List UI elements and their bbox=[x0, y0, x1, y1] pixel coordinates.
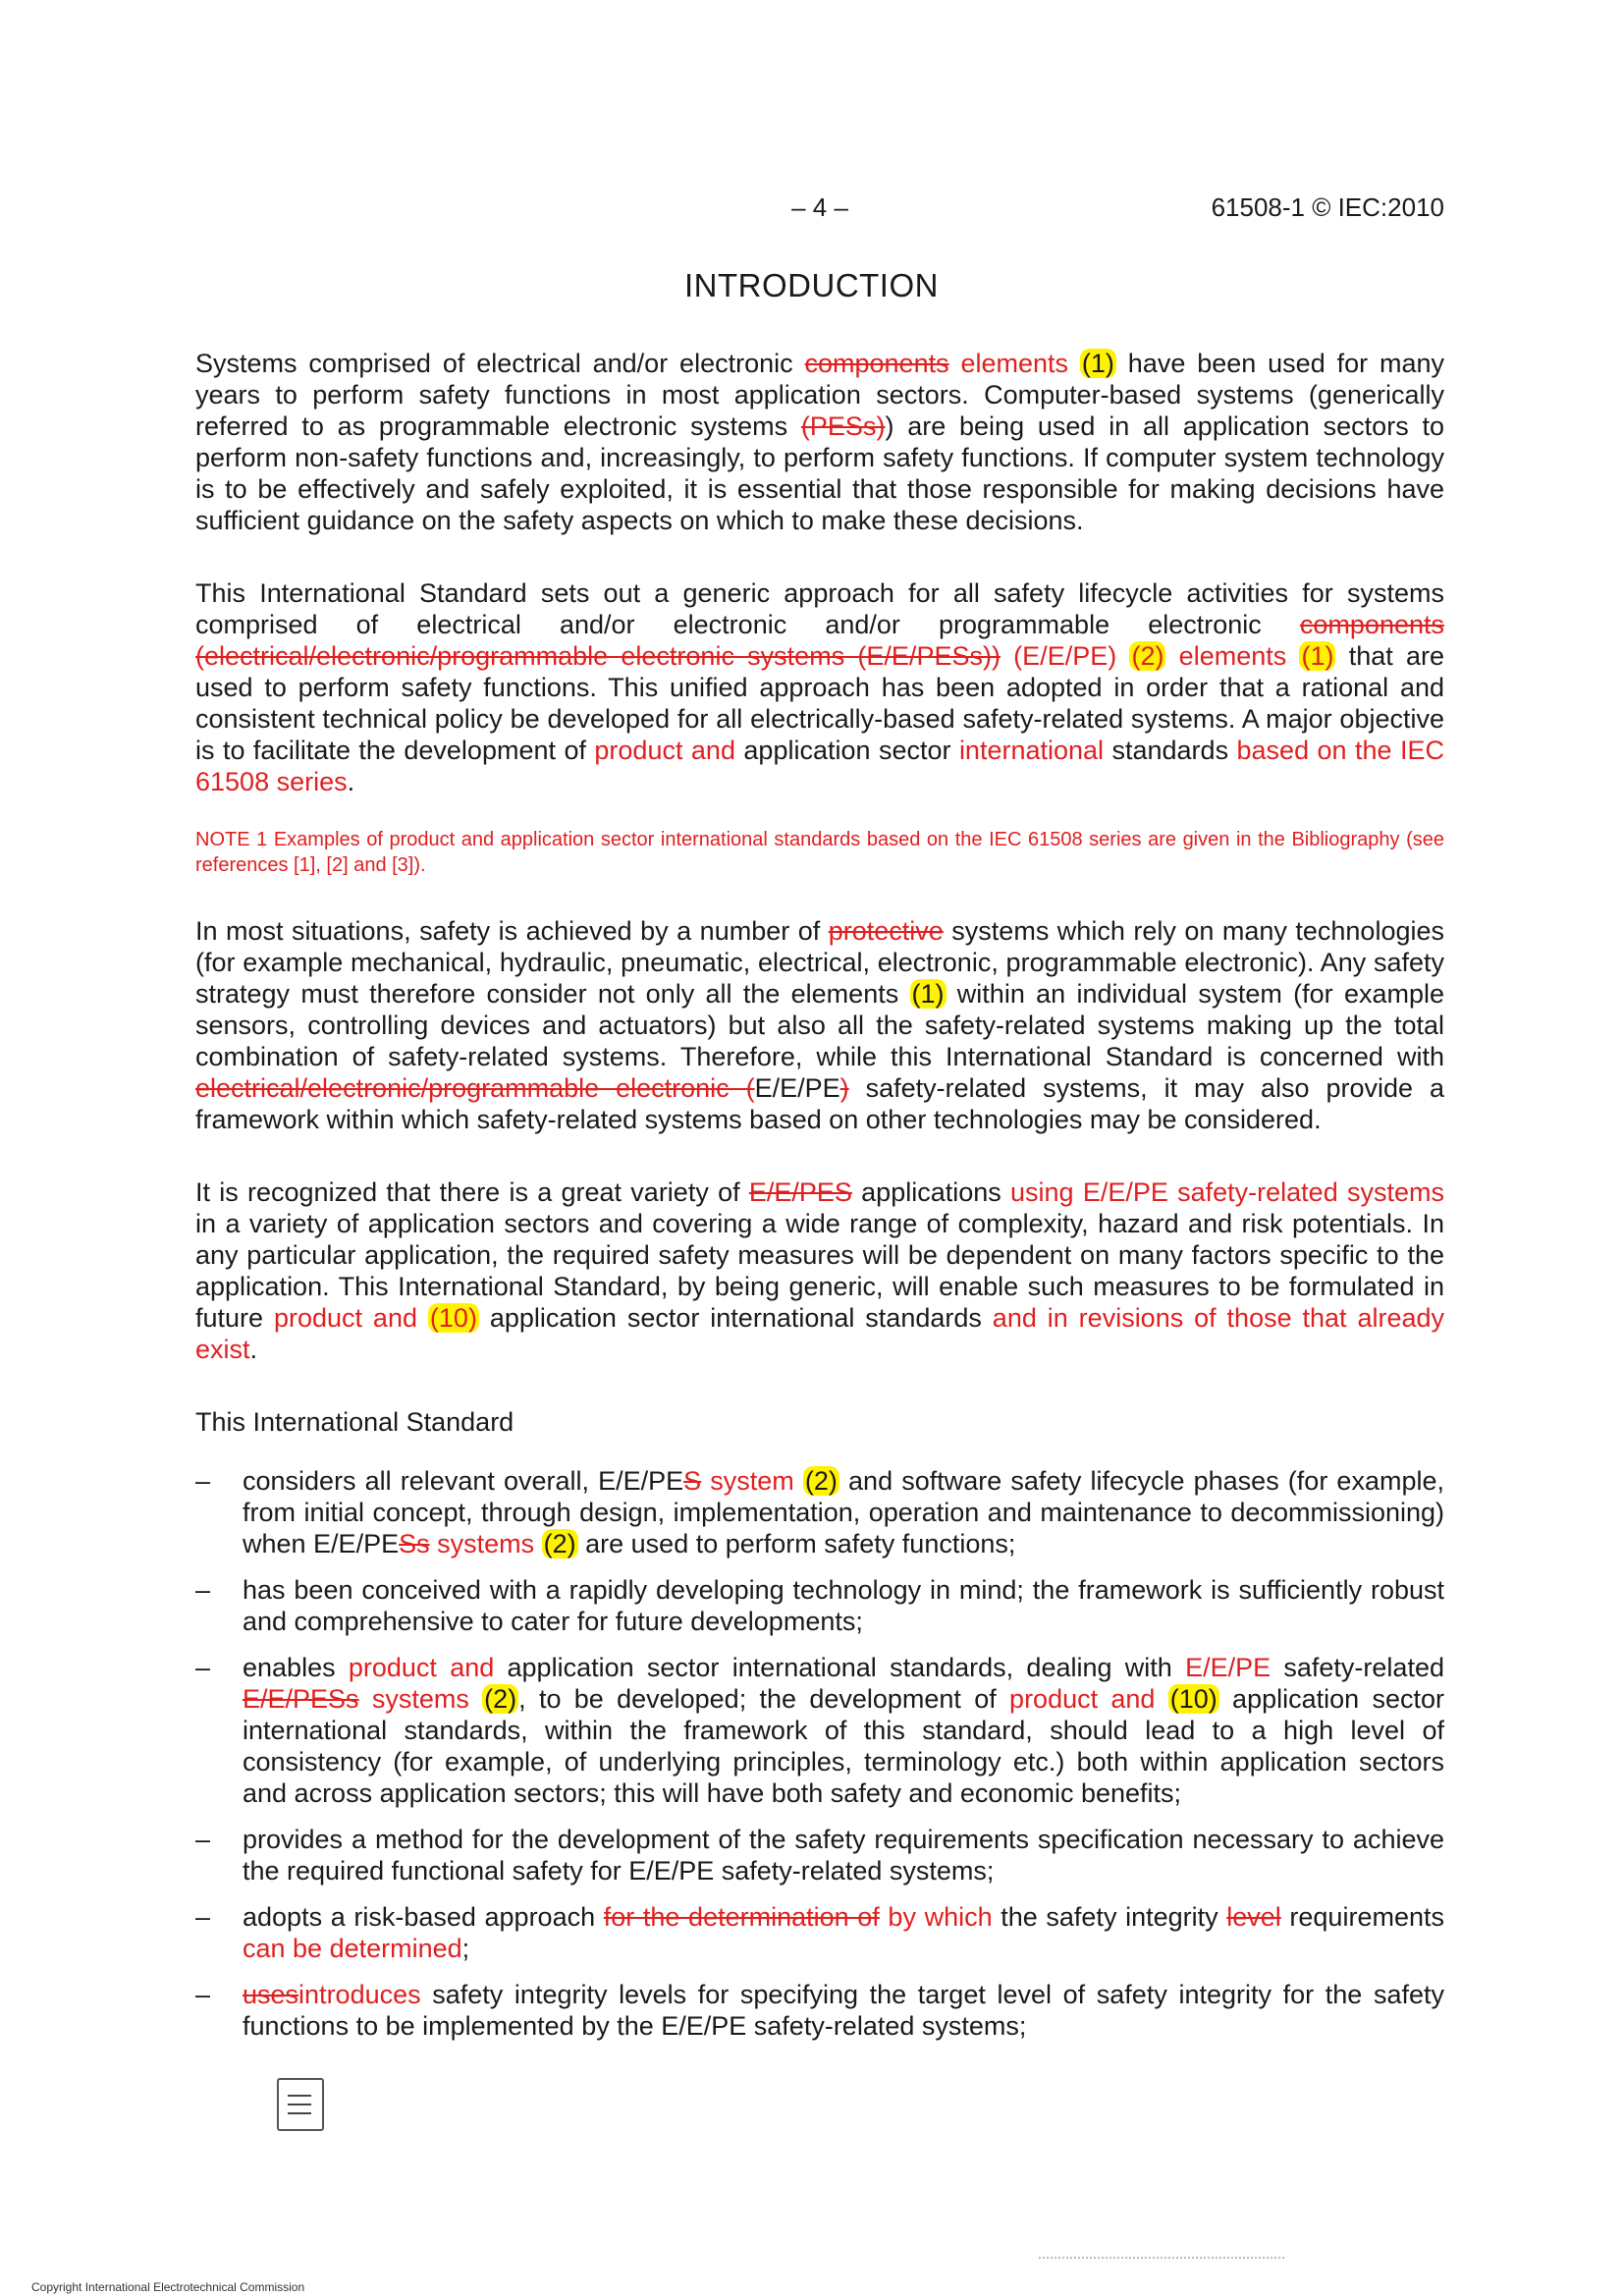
paragraph-1 bbox=[195, 348, 1444, 536]
text: provides a method for the development of the safety requirements specification necessary to achieve the required functional safety for E/E/PE safety-related systems; bbox=[243, 1825, 1444, 1886]
text: In most situations, safety is achieved by a number of bbox=[195, 916, 829, 946]
copyright-footer: Copyright International Electrotechnical Commission bbox=[31, 2280, 305, 2294]
text: have been used for many years to perform safety functions in most application sectors. Computer-based systems (generically referred to as programmable electronic systems bbox=[195, 349, 1444, 441]
paragraph-4 bbox=[195, 1176, 1444, 1365]
inserted-text: system bbox=[701, 1466, 794, 1496]
deleted-text: electrical/electronic/programmable electronic ( bbox=[195, 1073, 755, 1103]
text: Systems comprised of electrical and/or electronic bbox=[195, 349, 805, 378]
text: and software safety lifecycle phases (for example, from initial concept, through design, implementation, operation and maintenance to decommissioning) when E/E/PE bbox=[243, 1466, 1444, 1558]
list-item bbox=[195, 1979, 1444, 2042]
dash-marker: – bbox=[195, 1653, 211, 1682]
document-reference: 61508-1 © IEC:2010 bbox=[1211, 192, 1444, 222]
page-header bbox=[195, 192, 1444, 228]
highlight-mark: (2) bbox=[1131, 641, 1164, 671]
text: that are used to perform safety functions. This unified approach has been adopted in order that a rational and consistent technical policy be developed for all electrically-based safety-related systems. A major objective is to facilitate the development of bbox=[195, 641, 1445, 765]
text: requirements bbox=[1280, 1902, 1444, 1932]
text: . bbox=[249, 1335, 258, 1364]
paragraph-2 bbox=[195, 577, 1444, 797]
note-1: NOTE 1 Examples of product and application sector international standards based on the IEC 61508 series are given in the Bibliography (see references [1], [2] and [3]). bbox=[195, 829, 1444, 876]
text: adopts a risk-based approach bbox=[243, 1902, 604, 1932]
deleted-text: ) bbox=[839, 1073, 849, 1103]
dash-marker: – bbox=[195, 1902, 211, 1932]
inserted-text: and in revisions of those that already exist bbox=[195, 1303, 1445, 1364]
text: application sector international standards, dealing with bbox=[494, 1653, 1186, 1682]
text: in a variety of application sectors and covering a wide range of complexity, hazard and risk potentials. In any particular application, the required safety measures will be dependent on many factors specific to the application. This International Standard, by being generic, will enable such measures to be formulated in future bbox=[195, 1209, 1444, 1333]
dash-marker: – bbox=[195, 1980, 211, 2009]
text: application sector international standards bbox=[478, 1303, 993, 1333]
text: This International Standard sets out a generic approach for all safety lifecycle activities for systems comprised of electrical and/or electronic and/or programmable electronic bbox=[195, 578, 1444, 639]
text: are used to perform safety functions; bbox=[577, 1529, 1016, 1558]
text: application sector bbox=[734, 736, 959, 765]
highlight-mark: (1) bbox=[1301, 641, 1334, 671]
highlight-mark: (2) bbox=[804, 1466, 838, 1496]
text: . bbox=[347, 767, 355, 796]
deleted-text: components bbox=[804, 349, 949, 378]
list-item bbox=[195, 1574, 1444, 1637]
highlight-mark: (1) bbox=[1081, 349, 1114, 378]
dash-marker: – bbox=[195, 1466, 211, 1496]
text: ; bbox=[461, 1934, 470, 1963]
text: considers all relevant overall, E/E/PE bbox=[243, 1466, 684, 1496]
inserted-text: product and bbox=[594, 736, 735, 765]
text: enables bbox=[243, 1653, 349, 1682]
paragraph-3 bbox=[195, 915, 1444, 1135]
inserted-text: E/E/PE bbox=[1185, 1653, 1271, 1682]
document-body bbox=[195, 348, 1444, 2056]
text: safety-related bbox=[1271, 1653, 1444, 1682]
list-item bbox=[195, 1652, 1444, 1809]
text: It is recognized that there is a great variety of bbox=[195, 1177, 749, 1207]
list-item bbox=[195, 1465, 1444, 1559]
deleted-text: Ss bbox=[399, 1529, 430, 1558]
inserted-text: systems bbox=[358, 1684, 469, 1714]
deleted-text: uses bbox=[243, 1980, 299, 2009]
page-number: – 4 – bbox=[791, 192, 848, 222]
deleted-text: S bbox=[683, 1466, 702, 1496]
text: application sector international standards, within the framework of this standard, should lead to a high level of consistency (for example, of underlying principles, terminology etc.) both within application sectors and across application sectors; this will have both safety and economic benefits; bbox=[243, 1684, 1444, 1808]
inserted-text: international bbox=[958, 736, 1105, 765]
text: applications bbox=[851, 1177, 1011, 1207]
list-item bbox=[195, 1901, 1444, 1964]
scan-artifact bbox=[1039, 2257, 1284, 2262]
inserted-text: based on the IEC 61508 series bbox=[195, 736, 1444, 796]
text: the safety integrity bbox=[992, 1902, 1227, 1932]
inserted-text: introduces bbox=[298, 1980, 421, 2009]
inserted-text: can be determined bbox=[243, 1934, 462, 1963]
deleted-text: protective bbox=[828, 916, 944, 946]
text: has been conceived with a rapidly developing technology in mind; the framework is sufficiently robust and comprehensive to cater for future developments; bbox=[243, 1575, 1444, 1636]
text: within an individual system (for example sensors, controlling devices and actuators) but also all the safety-related systems making up the total combination of safety-related systems. Therefore, while this International Standard is concerned with bbox=[195, 979, 1444, 1071]
deleted-text: components (electrical/electronic/programmable electronic systems (E/E/PESs)) bbox=[195, 610, 1444, 671]
inserted-text: (E/E/PE) bbox=[1000, 641, 1130, 671]
text: E/E/PE bbox=[754, 1073, 840, 1103]
deleted-text: (PESs) bbox=[800, 411, 886, 441]
dash-marker: – bbox=[195, 1825, 211, 1854]
highlight-mark: (10) bbox=[429, 1303, 477, 1333]
inserted-text: elements bbox=[1165, 641, 1300, 671]
inserted-text: using E/E/PE safety-related systems bbox=[1010, 1177, 1444, 1207]
highlight-mark: (10) bbox=[1169, 1684, 1217, 1714]
list-item bbox=[195, 1824, 1444, 1886]
dash-marker: – bbox=[195, 1575, 211, 1605]
text: standards bbox=[1104, 736, 1237, 765]
text: safety integrity levels for specifying the target level of safety integrity for the safety functions to be implemented by the E/E/PE safety-related systems; bbox=[243, 1980, 1444, 2041]
highlight-mark: (2) bbox=[543, 1529, 576, 1558]
inserted-text: by which bbox=[879, 1902, 993, 1932]
inserted-text: product and bbox=[273, 1303, 417, 1333]
deleted-text: E/E/PESs bbox=[243, 1684, 359, 1714]
text: ) are being used in all application sectors to perform non-safety functions and, increasingly, to perform safety functions. If computer system technology is to be effectively and safely exploited, it is essential that those responsible for making decisions have sufficient guidance on the safety aspects on which to make these decisions. bbox=[195, 411, 1444, 535]
comment-icon[interactable] bbox=[277, 2078, 324, 2131]
inserted-text: product and bbox=[1009, 1684, 1156, 1714]
highlight-mark: (2) bbox=[484, 1684, 517, 1714]
section-title: INTRODUCTION bbox=[684, 267, 939, 303]
inserted-text: elements bbox=[948, 349, 1069, 378]
deleted-text: for the determination of bbox=[603, 1902, 880, 1932]
text: safety-related systems, it may also provide a framework within which safety-related systems based on other technologies may be considered. bbox=[195, 1073, 1445, 1134]
deleted-text: level bbox=[1226, 1902, 1281, 1932]
text: , to be developed; the development of bbox=[518, 1684, 1010, 1714]
bullet-list bbox=[195, 1465, 1444, 2042]
paragraph-5: This International Standard bbox=[195, 1407, 514, 1437]
text: systems which rely on many technologies (for example mechanical, hydraulic, pneumatic, electrical, electronic, programmable electronic). Any safety strategy must therefore consider not only all the elements bbox=[195, 916, 1444, 1009]
inserted-text: product and bbox=[348, 1653, 495, 1682]
deleted-text: E/E/PES bbox=[748, 1177, 852, 1207]
highlight-mark: (1) bbox=[911, 979, 945, 1009]
inserted-text: systems bbox=[429, 1529, 535, 1558]
